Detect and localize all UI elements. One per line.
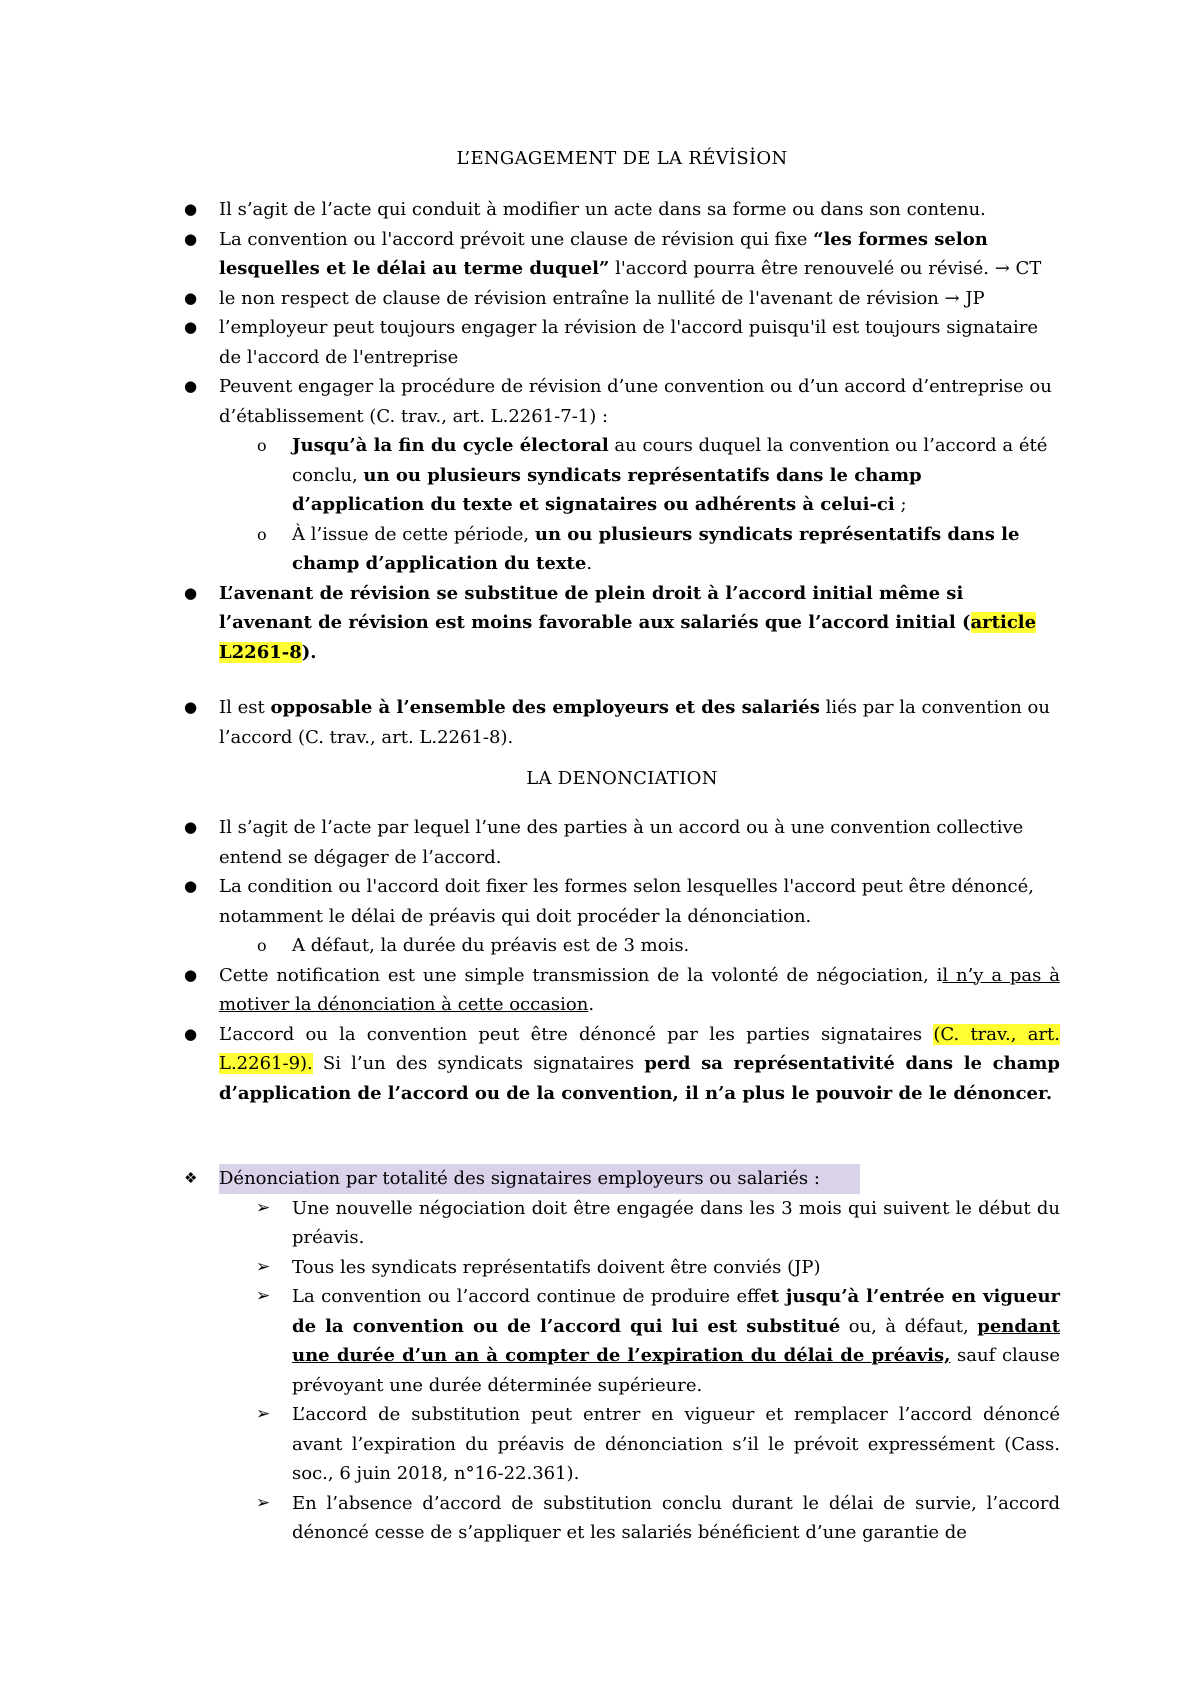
list-item bbox=[184, 195, 1060, 225]
item-text: l'accord pourra être renouvelé ou révisé. → CT bbox=[609, 258, 1042, 279]
bullet-icon: ● bbox=[184, 1024, 198, 1043]
bullet-icon: ● bbox=[184, 288, 198, 307]
item-bold-text: ). bbox=[301, 641, 317, 663]
list-item bbox=[184, 693, 1060, 752]
list-item bbox=[184, 961, 1060, 1020]
spacer bbox=[184, 1108, 1060, 1164]
item-text: . bbox=[588, 994, 595, 1015]
sub-list-item bbox=[184, 1282, 1060, 1400]
highlighted-heading: Dénonciation par totalité des signataires employeurs ou salariés : bbox=[219, 1164, 860, 1194]
bullet-icon: ● bbox=[184, 318, 198, 336]
sub-list-item bbox=[184, 1194, 1060, 1253]
item-text: A défaut, la durée du préavis est de 3 mois. bbox=[292, 935, 690, 956]
denonciation-totalite-list bbox=[184, 1164, 1060, 1548]
bullet-icon: ● bbox=[184, 377, 198, 395]
section-title-denonciation: LA DENONCIATION bbox=[526, 768, 718, 789]
document-content bbox=[184, 144, 1060, 1548]
item-bold-underlined-text: pendant une durée d’un an à compter de l’expiration du délai de préavis, bbox=[292, 1315, 1061, 1366]
bullet-icon: ● bbox=[184, 965, 198, 984]
item-bold-text: perd sa représentativité dans le champ d’application de l’accord ou de la convention, il n’a plus le pouvoir de le dénoncer. bbox=[219, 1053, 1060, 1104]
item-text: . bbox=[586, 553, 593, 574]
list-item bbox=[184, 1164, 1060, 1194]
arrow-bullet-icon: ➢ bbox=[256, 1404, 271, 1424]
revision-list bbox=[184, 195, 1060, 667]
sub-list-item bbox=[184, 1489, 1060, 1548]
item-bold-text: L’avenant de révision se substitue de plein droit à l’accord initial même si l’avenant de révision est moins favorable aux salariés que l’accord initial ( bbox=[219, 582, 971, 633]
item-text: ou, à défaut, bbox=[840, 1315, 978, 1337]
arrow-bullet-icon: ➢ bbox=[256, 1286, 271, 1306]
list-item bbox=[184, 813, 1060, 872]
item-text: L’accord ou la convention peut être dénoncé par les parties signataires bbox=[219, 1023, 934, 1045]
highlighted-reference: (C. trav., art. L.2261-9). bbox=[219, 1023, 1061, 1074]
item-text: liés par la convention ou l’accord (C. trav., art. L.2261-8). bbox=[219, 697, 1050, 748]
sub-list-item bbox=[184, 1400, 1060, 1489]
item-bold-text: opposable à l’ensemble des employeurs et des salariés bbox=[270, 697, 820, 718]
bullet-icon: ● bbox=[184, 818, 198, 836]
arrow-bullet-icon: ➢ bbox=[256, 1492, 271, 1513]
arrow-bullet-icon: ➢ bbox=[256, 1256, 271, 1277]
bullet-icon: ● bbox=[184, 583, 198, 602]
item-text: Tous les syndicats représentatifs doivent être conviés (JP) bbox=[292, 1256, 821, 1278]
sub-list-item bbox=[184, 931, 1060, 961]
item-text: La condition ou l'accord doit fixer les formes selon lesquelles l'accord peut être dénoncé, notamment le délai de préavis qui doit procéder la dénonciation. bbox=[219, 876, 1034, 927]
sub-list-item bbox=[184, 520, 1060, 579]
bullet-icon: ● bbox=[184, 229, 198, 248]
item-text: Si l’un des syndicats signataires bbox=[312, 1053, 645, 1074]
bullet-icon: ● bbox=[184, 877, 198, 895]
section-title-revision: L’ENGAGEMENT DE LA RÉVİSİON bbox=[456, 148, 788, 169]
list-item bbox=[184, 872, 1060, 931]
sub-list-item bbox=[184, 431, 1060, 520]
item-bold-text: t jusqu’à l’entrée en vigueur de la convention ou de l’accord qui lui est substitué bbox=[292, 1286, 1061, 1337]
item-text: Il s’agit de l’acte par lequel l’une des parties à un accord ou à une convention collective entend se dégager de l’accord. bbox=[219, 817, 1024, 868]
item-text: Cette notification est une simple transmission de la volonté de négociation, i bbox=[219, 964, 943, 986]
item-text: Peuvent engager la procédure de révision d’une convention ou d’un accord d’entreprise ou d’établissement (C. trav., art. L.2261-7-1) : bbox=[219, 376, 1052, 427]
list-item bbox=[184, 579, 1060, 668]
list-item bbox=[184, 372, 1060, 431]
bullet-icon: ● bbox=[184, 200, 198, 218]
item-text: L’accord de substitution peut entrer en vigueur et remplacer l’accord dénoncé avant l’expiration du préavis de dénonciation s’il le prévoit expressément (Cass. soc., 6 juin 2018, n°16-22.361). bbox=[292, 1404, 1060, 1484]
item-bold-text: un ou plusieurs syndicats représentatifs dans le champ d’application du texte bbox=[292, 523, 1020, 574]
item-bold-text: “les formes selon lesquelles et le délai au terme duquel” bbox=[219, 228, 988, 279]
item-text: Il s’agit de l’acte qui conduit à modifier un acte dans sa forme ou dans son contenu. bbox=[219, 199, 986, 220]
denonciation-list bbox=[184, 813, 1060, 1108]
item-text: La convention ou l’accord continue de produire effe bbox=[292, 1286, 771, 1307]
underlined-text: l n’y a pas à motiver la dénonciation à cette occasion bbox=[219, 964, 1060, 1015]
item-text: le non respect de clause de révision entraîne la nullité de l'avenant de révision → JP bbox=[219, 287, 985, 309]
item-text: ; bbox=[894, 494, 907, 515]
list-item bbox=[184, 313, 1060, 372]
item-text: Il est bbox=[219, 697, 271, 718]
list-item bbox=[184, 1020, 1060, 1109]
item-bold-text: un ou plusieurs syndicats représentatifs dans le champ d’application du texte et signataires ou adhérents à celui-ci bbox=[292, 464, 922, 515]
sub-list-item bbox=[184, 1253, 1060, 1283]
item-text: À l’issue de cette période, bbox=[292, 523, 535, 545]
circle-bullet-icon: o bbox=[257, 436, 267, 455]
diamond-bullet-icon: ❖ bbox=[184, 1169, 198, 1187]
list-item bbox=[184, 284, 1060, 314]
item-text: En l’absence d’accord de substitution conclu durant le délai de survie, l’accord dénoncé cesse de s’appliquer et les salariés bénéficient d’une garantie de bbox=[292, 1492, 1060, 1543]
list-item bbox=[184, 225, 1060, 284]
item-text: La convention ou l'accord prévoit une clause de révision qui fixe bbox=[219, 228, 814, 250]
arrow-bullet-icon: ➢ bbox=[256, 1197, 271, 1218]
bullet-icon: ● bbox=[184, 698, 198, 716]
item-text: sauf clause prévoyant une durée déterminée supérieure. bbox=[292, 1345, 1060, 1396]
item-text: au cours duquel la convention ou l’accord a été conclu, bbox=[292, 435, 1048, 486]
item-bold-text: Jusqu’à la fin du cycle électoral bbox=[292, 435, 609, 456]
highlighted-reference: article L2261-8 bbox=[219, 612, 1037, 663]
item-text: l’employeur peut toujours engager la révision de l'accord puisqu'il est toujours signataire de l'accord de l'entreprise bbox=[219, 317, 1039, 368]
item-text: Une nouvelle négociation doit être engagée dans les 3 mois qui suivent le début du préavis. bbox=[292, 1197, 1060, 1248]
circle-bullet-icon: o bbox=[257, 936, 267, 955]
spacer bbox=[184, 667, 1060, 693]
circle-bullet-icon: o bbox=[257, 524, 267, 544]
revision-list-continued bbox=[184, 693, 1060, 752]
